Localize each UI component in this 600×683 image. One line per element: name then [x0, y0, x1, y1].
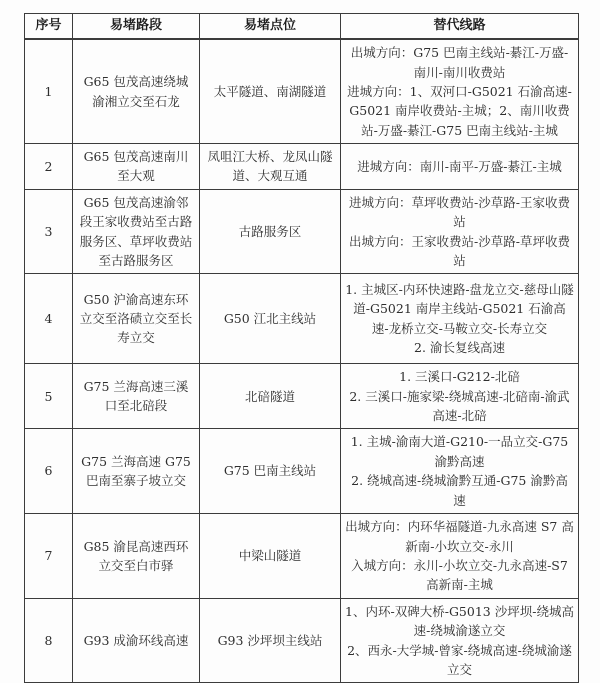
route-paragraph: 入城方向：永川-小坎立交-九永高速-S7 高新南-主城: [351, 557, 568, 593]
serial-number-cell: 1: [25, 39, 73, 143]
route-cell: [341, 274, 579, 364]
header-serial-number: 序号: [25, 14, 73, 40]
route-paragraph: 2. 三溪口-施家梁-绕城高速-北碚南-渝武高速-北碚: [349, 388, 570, 424]
serial-number-cell: 7: [25, 513, 73, 598]
route-paragraph: 1、内环-双碑大桥-G5013 沙坪坝-绕城高速-绕城渝遂立交: [345, 603, 574, 639]
table-row: [25, 513, 579, 598]
route-cell: [341, 39, 579, 143]
header-congestion-point: 易堵点位: [200, 14, 341, 40]
route-paragraph: 进城方向：草坪收费站-沙草路-王家收费站: [349, 194, 570, 230]
point-cell: G75 巴南主线站: [200, 429, 341, 514]
table-row: [25, 598, 579, 683]
route-cell: [341, 144, 579, 190]
point-cell: 太平隧道、南湖隧道: [200, 39, 341, 143]
route-paragraph: 出城方向：G75 巴南主线站-綦江-万盛-南川-南川收费站: [350, 45, 569, 80]
route-paragraph: 出城方向：王家收费站-沙草路-草坪收费站: [349, 233, 570, 268]
route-cell: [341, 189, 579, 274]
route-paragraph: 1. 主城-渝南大道-G210-一品立交-G75 渝黔高速: [350, 434, 569, 469]
route-cell: [341, 364, 579, 429]
serial-number-cell: 6: [25, 429, 73, 514]
table-row: [25, 144, 579, 190]
point-cell: G93 沙坪坝主线站: [200, 598, 341, 683]
route-cell: [341, 598, 579, 683]
header-row: [25, 14, 579, 40]
table-row: [25, 189, 579, 274]
congestion-route-table: [24, 13, 579, 683]
table-row: [25, 429, 579, 514]
section-cell: G85 渝昆高速西环立交至白市驿: [73, 513, 200, 598]
route-paragraph: 1. 三溪口-G212-北碚: [399, 369, 520, 385]
header-congestion-section: 易堵路段: [73, 14, 200, 40]
point-cell: 中梁山隧道: [200, 513, 341, 598]
point-cell: 古路服务区: [200, 189, 341, 274]
section-cell: G65 包茂高速渝邻段王家收费站至古路服务区、草坪收费站至古路服务区: [73, 189, 200, 274]
route-paragraph: 1. 主城区-内环快速路-盘龙立交-慈母山隧道-G5021 南岸主线站-G5021 石渝高速-龙桥立交-马鞍立交-长寿立交: [345, 282, 574, 336]
header-alternative-route: 替代线路: [341, 14, 579, 40]
section-cell: G75 兰海高速三溪口至北碚段: [73, 364, 200, 429]
section-cell: G65 包茂高速南川至大观: [73, 144, 200, 190]
point-cell: 北碚隧道: [200, 364, 341, 429]
section-cell: G75 兰海高速 G75 巴南至寨子坡立交: [73, 429, 200, 514]
route-paragraph: 进城方向：南川-南平-万盛-綦江-主城: [357, 158, 562, 174]
point-cell: 凤咀江大桥、龙凤山隧道、大观互通: [200, 144, 341, 190]
section-cell: G50 沪渝高速东环立交至洛碛立交至长寿立交: [73, 274, 200, 364]
route-cell: [341, 513, 579, 598]
point-cell: G50 江北主线站: [200, 274, 341, 364]
route-paragraph: 2. 渝长复线高速: [414, 340, 505, 356]
route-paragraph: 进城方向：1、双河口-G5021 石渝高速-G5021 南岸收费站-主城；2、南川收费站-万盛-綦江-G75 巴南主线站-主城: [347, 83, 572, 138]
serial-number-cell: 3: [25, 189, 73, 274]
route-paragraph: 出城方向：内环华福隧道-九永高速 S7 高新南-小坎立交-永川: [345, 519, 574, 554]
route-paragraph: 2、西永-大学城-曾家-绕城高速-绕城渝遂立交: [347, 642, 572, 678]
section-cell: G93 成渝环线高速: [73, 598, 200, 683]
serial-number-cell: 2: [25, 144, 73, 190]
table-row: [25, 364, 579, 429]
table-row: [25, 39, 579, 143]
serial-number-cell: 5: [25, 364, 73, 429]
serial-number-cell: 4: [25, 274, 73, 364]
table-row: [25, 274, 579, 364]
serial-number-cell: 8: [25, 598, 73, 683]
route-paragraph: 2. 绕城高速-绕城渝黔互通-G75 渝黔高速: [351, 473, 568, 508]
section-cell: G65 包茂高速绕城渝湘立交至石龙: [73, 39, 200, 143]
route-cell: [341, 429, 579, 514]
